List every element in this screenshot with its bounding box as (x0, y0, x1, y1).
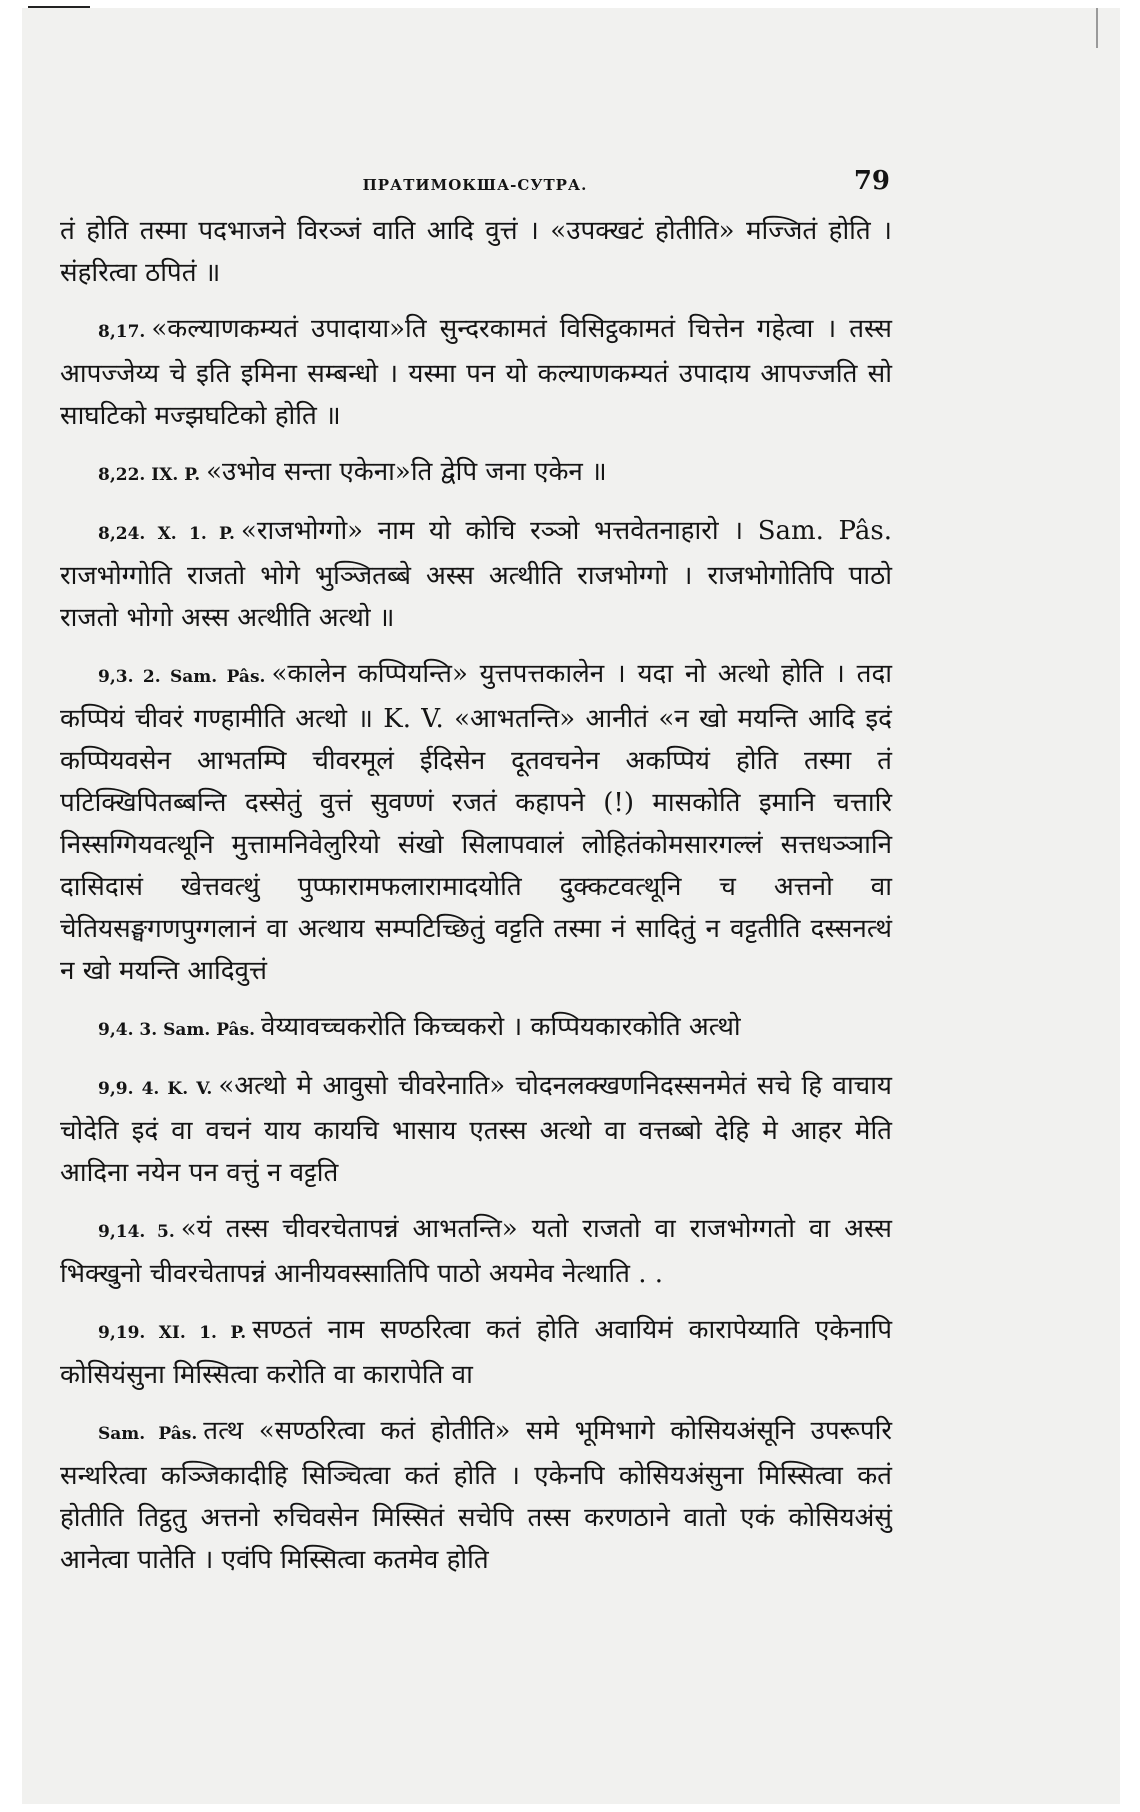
page-body (60, 210, 892, 1595)
paragraph (60, 1410, 892, 1581)
paragraph (60, 308, 892, 437)
paragraph-text: वेय्यावच्चकरोति किच्चकरो । कप्पियकारकोति अत्थो (261, 1012, 741, 1042)
top-rule (28, 6, 90, 8)
paragraph-text: «राजभोग्गो» नाम यो कोचि रञ्ञो भत्तवेतनाहारो । Sam. Pâs. राजभोग्गोति राजतो भोगे भुञ्जितब्बे अस्स अत्थीति राजभोग्गो । राजभोगोतिपि पाठो राजतो भोगो अस्स अत्थीति अत्थो ॥ (60, 516, 892, 633)
verse-reference: 9,14. 5. (98, 1222, 175, 1242)
paragraph (60, 1208, 892, 1295)
paragraph (60, 1065, 892, 1194)
paragraph (60, 1006, 892, 1051)
paragraph (60, 653, 892, 992)
paragraph (60, 1309, 892, 1396)
verse-reference: 9,19. XI. 1. P. (98, 1323, 247, 1343)
paragraph-text: «कल्याणकम्यतं उपादाया»ति सुन्दरकामतं विसिट्ठकामतं चित्तेन गहेत्वा । तस्स आपज्जेय्य चे इति इमिना सम्बन्धो । यस्मा पन यो कल्याणकम्यतं उपादाय आपज्जति सो साघटिको मज्झघटिको होति ॥ (60, 314, 892, 431)
verse-reference: 9,3. 2. Sam. Pâs. (98, 667, 266, 687)
paragraph-text: सण्ठतं नाम सण्ठरित्वा कतं होति अवायिमं कारापेय्याति एकेनापि कोसियंसुना मिस्सित्वा करोति वा कारापेति वा (60, 1315, 892, 1390)
paragraph-text: «यं तस्स चीवरचेतापन्नं आभतन्ति» यतो राजतो वा राजभोग्गतो वा अस्स भिक्खुनो चीवरचेतापन्नं आनीयवस्सातिपि पाठो अयमेव नेत्थाति . . (60, 1214, 892, 1289)
paragraph (60, 210, 892, 294)
verse-reference: Sam. Pâs. (98, 1424, 198, 1444)
paragraph-text: तत्थ «सण्ठरित्वा कतं होतीति» समे भूमिभागे कोसियअंसूनि उपरूपरि सन्थरित्वा कञ्जिकादीहि सिञ्चित्वा कतं होति । एकेनपि कोसियअंसुना मिस्सित्वा कतं होतीति तिट्ठतु अत्तनो रुचिवसेन मिस्सितं सचेपि तस्स करणठाने वातो एकं कोसियअंसुं आनेत्वा पातेति । एवंपि मिस्सित्वा कतमेव होति (60, 1416, 892, 1575)
verse-reference: 9,4. 3. Sam. Pâs. (98, 1020, 256, 1040)
paragraph-text: तं होति तस्मा पदभाजने विरञ्जं वाति आदि वुत्तं । «उपक्खटं होतीति» मज्जितं होति । संहरित्वा ठपितं ॥ (60, 216, 892, 288)
paragraph-text: «कालेन कप्पियन्ति» युत्तपत्तकालेन । यदा नो अत्थो होति । तदा कप्पियं चीवरं गण्हामीति अत्थो ॥ K. V. «आभतन्ति» आनीतं «न खो मयन्ति आदि इदं कप्पियवसेन आभतम्पि चीवरमूलं ईदिसेन दूतवचनेन अकप्पियं होति तस्मा तं पटिक्खिपितब्बन्ति दस्सेतुं वुत्तं सुवण्णं रजतं कहापने (!) मासकोति इमानि चत्तारि निस्सग्गियवत्थूनि मुत्तामनिवेलुरियो संखो सिलापवालं लोहितंकोमसारगल्लं सत्तधञ्ञानि दासिदासं खेत्तवत्थुं पुप्फारामफलारामादयोति दुक्कटवत्थूनि च अत्तनो वा चेतियसङ्घगणपुग्गलानं वा अत्थाय सम्पटिच्छितुं वट्टति तस्मा नं सादितुं न वट्टतीति दस्सनत्थं न खो मयन्ति आदिवुत्तं (60, 659, 892, 986)
paragraph (60, 510, 892, 639)
paragraph-text: «अत्थो मे आवुसो चीवरेनाति» चोदनलक्खणनिदस्सनमेतं सचे हि वाचाय चोदेति इदं वा वचनं याय कायचि भासाय एतस्स अत्थो वा वत्तब्बो देहि मे आहर मेति आदिना नयेन पन वत्तुं न वट्टति (60, 1071, 893, 1188)
page-number: 79 (853, 166, 890, 196)
paragraph-text: «उभोव सन्ता एकेना»ति द्वेपि जना एकेन ॥ (206, 457, 607, 487)
verse-reference: 8,22. IX. P. (98, 465, 201, 485)
verse-reference: 8,24. X. 1. P. (98, 524, 235, 544)
page-header (60, 166, 890, 206)
paragraph (60, 451, 892, 496)
page-edge-mark (1096, 8, 1098, 48)
verse-reference: 8,17. (98, 322, 146, 342)
verse-reference: 9,9. 4. K. V. (98, 1079, 213, 1099)
running-title: ПРАТИМОКША-СУТРА. (362, 176, 588, 194)
